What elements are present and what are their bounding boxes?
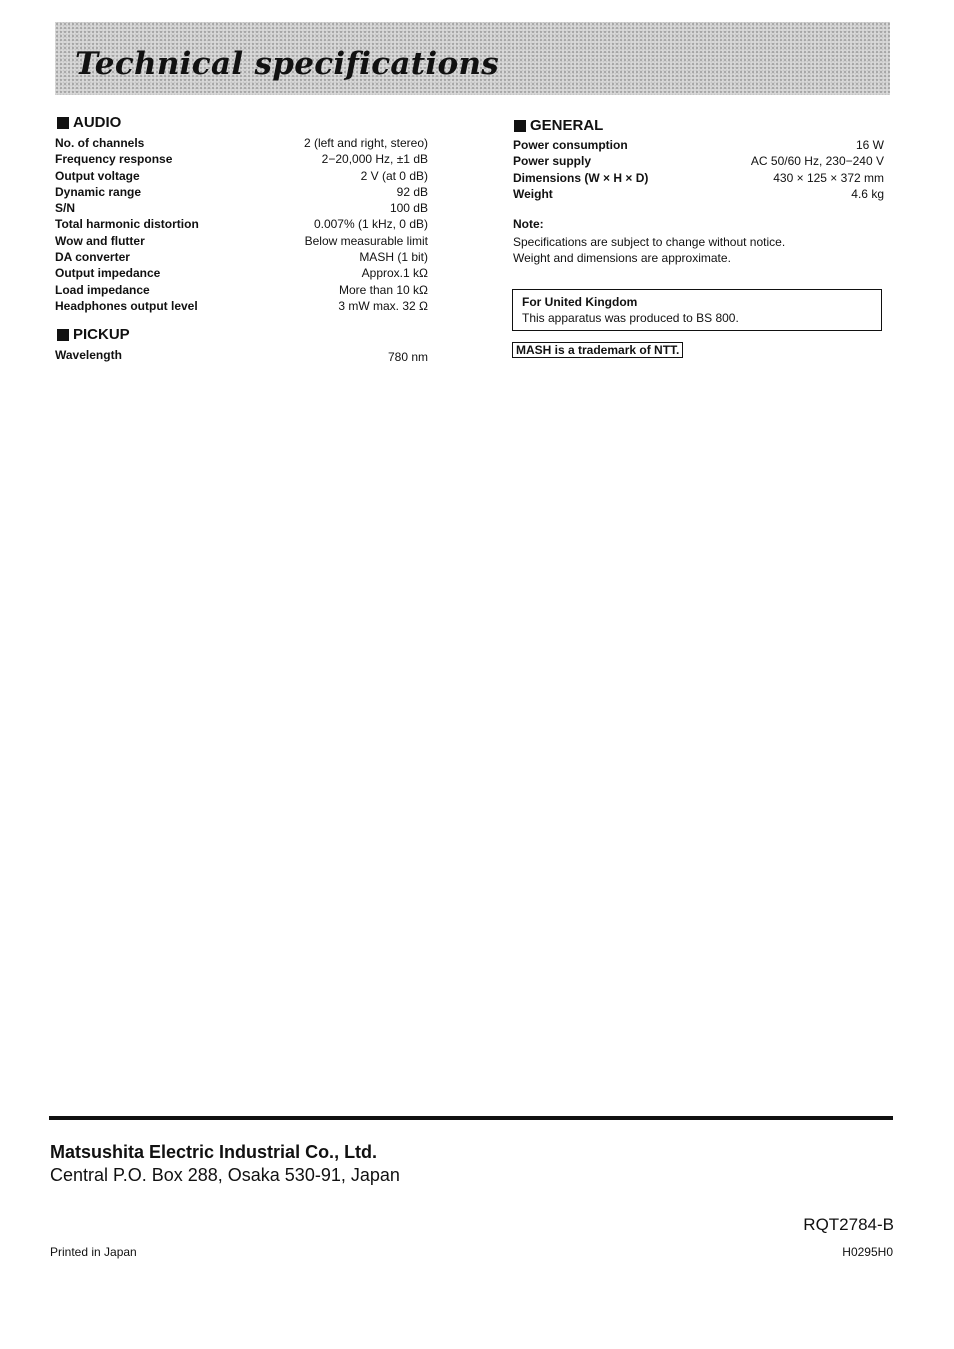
note-heading: Note: xyxy=(513,217,544,231)
document-code: RQT2784-B xyxy=(803,1215,894,1234)
square-bullet-icon xyxy=(57,117,69,129)
spec-label: S/N xyxy=(55,201,76,216)
trademark-notice: MASH is a trademark of NTT. xyxy=(512,342,683,358)
spec-value: Below measurable limit xyxy=(304,233,428,248)
spec-value: 0.007% (1 kHz, 0 dB) xyxy=(313,217,428,232)
spec-label: Total harmonic distortion xyxy=(55,217,199,232)
spec-label: Headphones output level xyxy=(55,298,198,313)
spec-value: 100 dB xyxy=(389,201,428,216)
spec-row xyxy=(55,282,428,298)
spec-value: MASH (1 bit) xyxy=(359,250,428,265)
spec-value: 4.6 kg xyxy=(851,186,884,201)
general-heading xyxy=(514,117,603,134)
footer-divider xyxy=(49,1116,893,1120)
spec-value: 2−20,000 Hz, ±1 dB xyxy=(321,152,428,167)
note-line: Weight and dimensions are approximate. xyxy=(513,251,731,265)
spec-value: 16 W xyxy=(855,138,884,152)
general-heading-text: GENERAL xyxy=(530,117,604,134)
spec-label: Dynamic range xyxy=(55,184,142,199)
spec-row xyxy=(55,233,428,249)
spec-value: 2 (left and right, stereo) xyxy=(303,136,428,150)
spec-row xyxy=(513,186,884,202)
company-name: Matsushita Electric Industrial Co., Ltd. xyxy=(50,1142,378,1162)
note-line: Specifications are subject to change without notice. xyxy=(513,235,786,249)
spec-value: More than 10 kΩ xyxy=(338,282,428,297)
spec-row xyxy=(55,200,428,216)
company-address: Central P.O. Box 288, Osaka 530-91, Japan xyxy=(50,1165,400,1185)
spec-row xyxy=(55,151,428,167)
audio-heading-text: AUDIO xyxy=(73,114,122,131)
pickup-heading-text: PICKUP xyxy=(73,326,130,343)
spec-label: Dimensions (W × H × D) xyxy=(513,170,649,185)
printed-in: Printed in Japan xyxy=(50,1245,137,1259)
spec-value: 2 V (at 0 dB) xyxy=(360,168,428,183)
spec-label: Frequency response xyxy=(55,152,173,167)
spec-label: Weight xyxy=(513,186,553,201)
spec-label: Load impedance xyxy=(55,282,150,297)
spec-row xyxy=(55,184,428,200)
spec-label: No. of channels xyxy=(55,136,145,150)
spec-label: Wow and flutter xyxy=(55,233,145,248)
pickup-spec-list xyxy=(55,347,428,363)
spec-label: Wavelength xyxy=(55,348,122,362)
spec-value: Approx.1 kΩ xyxy=(361,266,428,281)
spec-row xyxy=(55,216,428,232)
spec-value: 3 mW max. 32 Ω xyxy=(338,298,428,313)
spec-row xyxy=(55,298,428,314)
pickup-heading xyxy=(57,326,130,343)
page-title: Technical specifications xyxy=(75,46,500,82)
square-bullet-icon xyxy=(514,120,526,132)
spec-label: Power consumption xyxy=(513,138,628,152)
uk-notice-title: For United Kingdom xyxy=(522,295,638,309)
audio-spec-list xyxy=(55,135,428,314)
spec-value: 92 dB xyxy=(396,184,428,199)
spec-value: 780 nm xyxy=(387,350,428,364)
spec-row xyxy=(55,249,428,265)
print-code: H0295H0 xyxy=(842,1245,893,1259)
spec-label: Output impedance xyxy=(55,266,161,281)
audio-heading xyxy=(57,114,121,131)
square-bullet-icon xyxy=(57,329,69,341)
spec-label: Output voltage xyxy=(55,168,140,183)
spec-label: DA converter xyxy=(55,250,130,265)
spec-row xyxy=(513,170,884,186)
spec-row xyxy=(55,265,428,281)
spec-value: AC 50/60 Hz, 230−240 V xyxy=(750,154,884,169)
spec-row xyxy=(55,168,428,184)
spec-row xyxy=(55,347,428,363)
spec-value: 430 × 125 × 372 mm xyxy=(773,170,884,185)
spec-row xyxy=(513,153,884,169)
spec-row xyxy=(55,135,428,151)
spec-row xyxy=(513,137,884,153)
general-spec-list xyxy=(513,137,884,202)
uk-notice-box xyxy=(512,289,882,331)
spec-label: Power supply xyxy=(513,154,592,169)
uk-notice-text: This apparatus was produced to BS 800. xyxy=(522,311,739,325)
